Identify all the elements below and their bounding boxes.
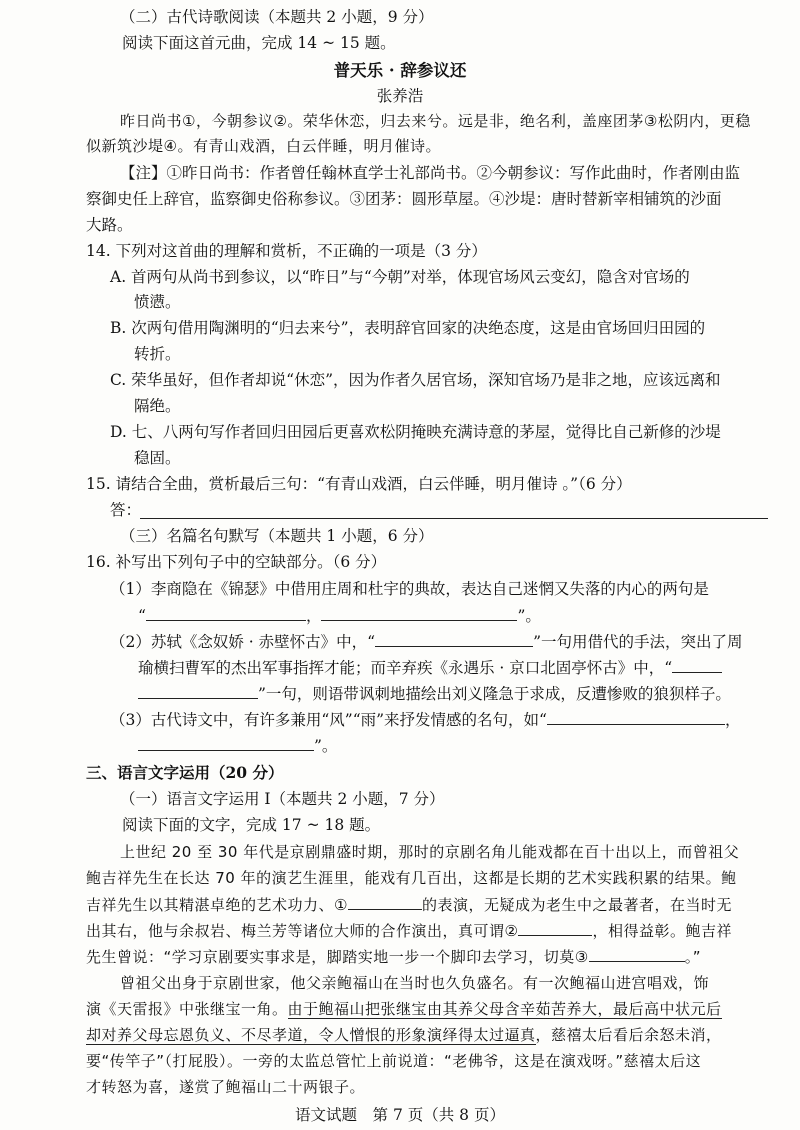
q16-blank-1[interactable] — [146, 604, 306, 621]
q16-part3-close: ”。 — [314, 737, 338, 755]
passage-p1-line4a: 出其右，他与余叔岩、梅兰芳等诸位大师的合作演出，真可谓② — [86, 922, 519, 940]
passage-blank-1[interactable] — [348, 893, 422, 910]
q16-part3-line1 — [110, 708, 741, 731]
poem-title: 普天乐 · 辞参议还 — [333, 61, 467, 80]
passage-p1-line2: 鲍吉祥先生在长达 70 年的演艺生涯里，能戏有几百出，这都是长期的艺术实践积累的结果。鲍 — [86, 869, 737, 887]
q14-option-b-cont: 转折。 — [134, 345, 181, 363]
q16-part2-text2: 瑜横扫曹军的杰出军事指挥才能；而辛弃疾《永遇乐 · 京口北固亭怀古》中，“ — [138, 659, 673, 677]
passage-underlined-sentence-part1: 由于鲍福山把张继宝由其养父母含辛茹苦养大，最后高中状元后 — [287, 1000, 722, 1018]
note-line-1: 【注】①昨日尚书：作者曾任翰林直学士礼部尚书。②今朝参议：写作此曲时，作者刚由监 — [120, 164, 741, 182]
passage-p2-line4: 要“传竿子”（打屁股）。一旁的太监总管忙上前说道：“老佛爷，这是在演戏呀。”慈禧太后这 — [86, 1052, 702, 1070]
q15-answer-line[interactable] — [140, 517, 768, 519]
q16-part1-close: ”。 — [517, 607, 541, 625]
q14-option-a: A. 首两句从尚书到参议，以“昨日”与“今朝”对举，体现官场风云变幻，隐含对官场的 — [110, 268, 690, 286]
passage-p2-line2 — [86, 998, 722, 1020]
q14-option-d-cont: 稳固。 — [134, 449, 181, 467]
q16-part1-blanks — [138, 604, 541, 627]
q15-stem: 15. 请结合全曲，赏析最后三句：“有青山戏酒，白云伴睡，明月催诗 。”（6 分） — [86, 475, 632, 493]
section3-header: （三）名篇名句默写（本题共 1 小题，6 分） — [120, 527, 434, 545]
passage-p1-line3b: 的表演，无疑成为老生中之最著者，在当时无 — [421, 896, 732, 914]
passage-p1-line5 — [86, 945, 701, 968]
q14-option-b: B. 次两句借用陶渊明的“归去来兮”，表明辞官回家的决绝态度，这是由官场回归田园的 — [110, 319, 706, 337]
q16-part2-line3 — [138, 682, 731, 705]
passage-p1-line5b: 。” — [684, 948, 702, 966]
passage-underlined-sentence-part2: 却对养父母忘恩负义、不尽孝道，令人憎恨的形象演绎得太过逼真 — [86, 1026, 536, 1044]
section3-1-header: （一）语言文字运用 Ⅰ（本题共 2 小题，7 分） — [120, 790, 445, 808]
q16-blank-2[interactable] — [321, 604, 517, 621]
passage-p1-line4b: ，相得益彰。鲍吉祥 — [592, 922, 732, 940]
passage-blank-2[interactable] — [518, 919, 592, 936]
q16-blank-3[interactable] — [375, 630, 533, 647]
q16-blank-5[interactable] — [547, 708, 725, 725]
q16-part2-mid: ”一句用借代的手法，突出了周 — [533, 633, 743, 651]
q14-option-c: C. 荣华虽好，但作者却说“休恋”，因为作者久居官场，深知官场乃是非之地，应该远离和 — [110, 371, 721, 389]
note-line-2: 察御史任上辞官，监察御史俗称参议。③团茅：圆形草屋。④沙堤：唐时替新宰相铺筑的沙面 — [86, 190, 722, 208]
passage-p1-line3a: 吉祥先生以其精湛卓绝的艺术功力、① — [86, 896, 348, 914]
q16-part3-text: （3）古代诗文中，有许多兼用“风”“雨”来抒发情感的名句，如“ — [110, 711, 547, 729]
passage-p2-line3 — [86, 1024, 722, 1046]
q16-part2-line2 — [138, 656, 722, 679]
q14-option-a-cont: 愤懑。 — [134, 293, 181, 311]
note-line-3: 大路。 — [86, 216, 133, 234]
poem-line-1: 昨日尚书①，今朝参议②。荣华休恋，归去来兮。远是非，绝名利，盖座团茅③松阴内，更稳 — [120, 112, 751, 130]
q16-part1-open-quote: “ — [138, 607, 146, 625]
poem-author: 张养浩 — [376, 87, 424, 105]
section2-instruction: 阅读下面这首元曲，完成 14 ~ 15 题。 — [122, 34, 396, 52]
q15-answer-label: 答： — [110, 501, 142, 519]
passage-p1-line5a: 先生曾说：“学习京剧要实事求是，脚踏实地一步一个脚印去学习，切莫③ — [86, 948, 589, 966]
q14-option-c-cont: 隔绝。 — [134, 397, 181, 415]
passage-p2-line3b: ，慈禧太后看后余怒未消， — [535, 1026, 722, 1044]
q16-part1-text: （1）李商隐在《锦瑟》中借用庄周和杜宇的典故，表达自己迷惘又失落的内心的两句是 — [110, 580, 709, 598]
q16-stem: 16. 补写出下列句子中的空缺部分。（6 分） — [86, 553, 387, 571]
passage-p1-line3 — [86, 893, 732, 916]
passage-blank-3[interactable] — [589, 945, 685, 962]
q16-part2-text3: ”一句，则语带讽刺地描绘出刘义隆急于求成，反遭惨败的狼狈样子。 — [258, 685, 731, 703]
passage-p2-line2a: 演《天雷报》中张继宝一角。 — [86, 1000, 288, 1018]
q14-stem: 14. 下列对这首曲的理解和赏析，不正确的一项是（3 分） — [86, 242, 487, 260]
q16-blank-4a[interactable] — [672, 656, 722, 673]
q14-option-d: D. 七、八两句写作者回归田园后更喜欢松阴掩映充满诗意的茅屋，觉得比自己新修的沙堤 — [110, 423, 721, 441]
q16-part2-line1 — [110, 630, 743, 653]
q16-part1-sep: ， — [305, 607, 322, 625]
passage-p1-line1: 上世纪 20 至 30 年代是京剧鼎盛时期，那时的京剧名角儿能戏都在百十出以上，而曾祖父 — [120, 843, 740, 861]
q16-part3-comma: ， — [724, 711, 741, 729]
page-footer: 语文试题 第 7 页（共 8 页） — [295, 1106, 505, 1124]
section2-header: （二）古代诗歌阅读（本题共 2 小题，9 分） — [120, 8, 434, 26]
passage-p2-line1: 曾祖父出身于京剧世家，他父亲鲍福山在当时也久负盛名。有一次鲍福山进宫唱戏，饰 — [120, 974, 710, 992]
passage-p2-line5: 才转怒为喜，遂赏了鲍福山二十两银子。 — [86, 1078, 366, 1096]
q16-blank-4b[interactable] — [138, 682, 258, 699]
passage-p1-line4 — [86, 919, 732, 942]
part3-header: 三、语言文字运用（20 分） — [86, 763, 284, 782]
q16-part2-start: （2）苏轼《念奴娇 · 赤壁怀古》中，“ — [110, 633, 376, 651]
q16-part3-line2 — [138, 734, 337, 757]
q16-blank-6[interactable] — [138, 734, 314, 751]
poem-line-2: 似新筑沙堤④。有青山戏酒，白云伴睡，明月催诗。 — [86, 137, 441, 155]
section3-1-instruction: 阅读下面的文字，完成 17 ~ 18 题。 — [122, 816, 381, 834]
